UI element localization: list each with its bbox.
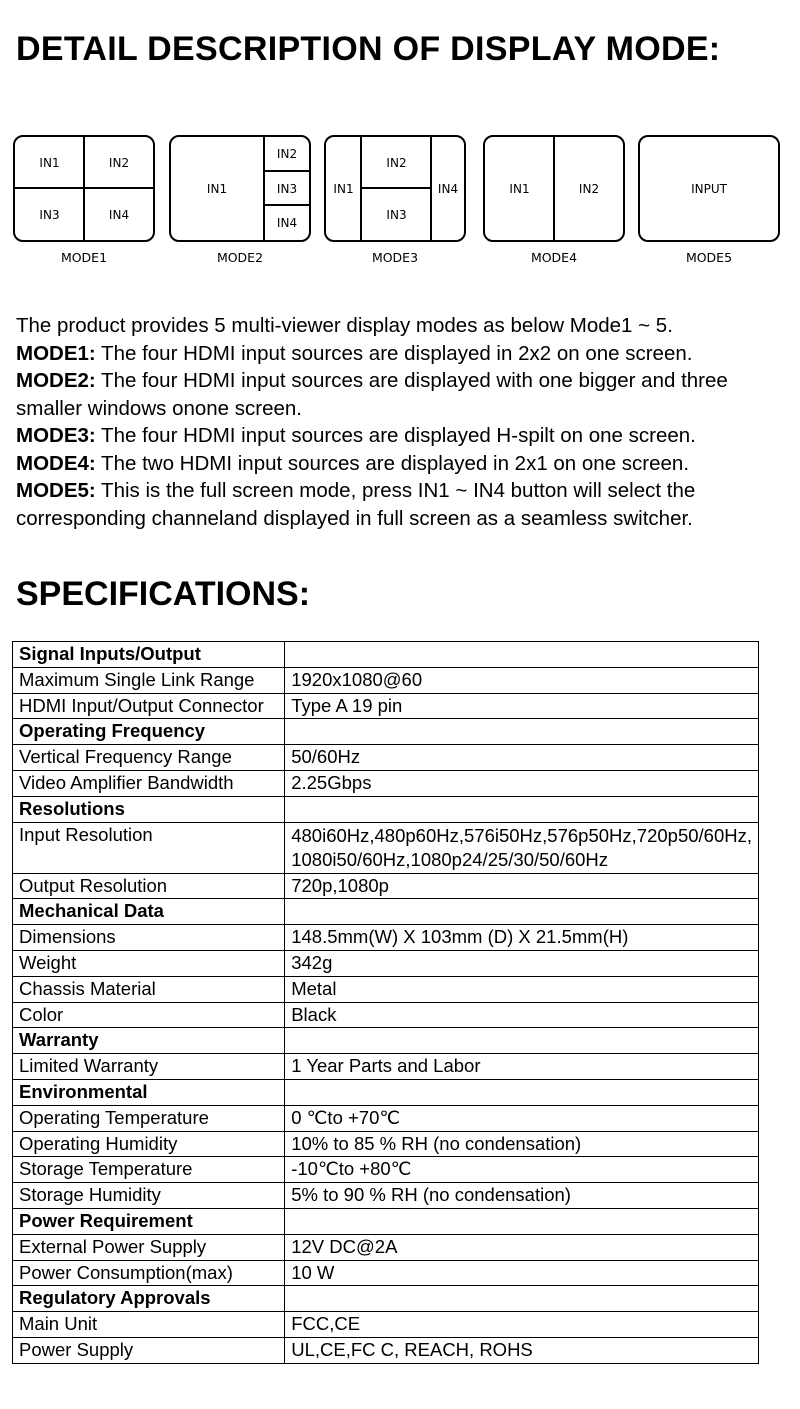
- specifications-title: SPECIFICATIONS:: [16, 575, 311, 613]
- spec-value: 10 W: [285, 1260, 759, 1286]
- spec-value: [285, 719, 759, 745]
- spec-label: Input Resolution: [13, 822, 285, 873]
- table-row: [13, 1312, 759, 1338]
- table-row: [13, 822, 759, 873]
- description-mode1: MODE1: The four HDMI input sources are displayed in 2x2 on one screen.: [16, 341, 693, 365]
- mode4-in2: IN2: [578, 181, 600, 196]
- spec-value: 12V DC@2A: [285, 1234, 759, 1260]
- spec-value: UL,CE,FC C, REACH, ROHS: [285, 1337, 759, 1363]
- description-mode4: MODE4: The two HDMI input sources are displayed in 2x1 on one screen.: [16, 451, 690, 475]
- spec-value: Type A 19 pin: [285, 693, 759, 719]
- spec-value: 480i60Hz,480p60Hz,576i50Hz,576p50Hz,720p50/60Hz, 1080i50/60Hz,1080p24/25/30/50/60Hz: [285, 822, 759, 873]
- spec-label: Regulatory Approvals: [13, 1286, 285, 1312]
- spec-label: Resolutions: [13, 796, 285, 822]
- spec-label: Operating Frequency: [13, 719, 285, 745]
- spec-label: Environmental: [13, 1079, 285, 1105]
- spec-label: Video Amplifier Bandwidth: [13, 770, 285, 796]
- spec-value: 720p,1080p: [285, 873, 759, 899]
- table-row: [13, 770, 759, 796]
- table-row: [13, 1105, 759, 1131]
- mode2-in1: IN1: [206, 181, 228, 196]
- description-mode3: MODE3: The four HDMI input sources are displayed H-spilt on one screen.: [16, 424, 696, 447]
- spec-value: Metal: [285, 976, 759, 1002]
- spec-label: Warranty: [13, 1028, 285, 1054]
- spec-label: Limited Warranty: [13, 1054, 285, 1080]
- mode2-in2: IN2: [276, 147, 298, 161]
- mode1-in2: IN2: [108, 155, 130, 170]
- spec-value: [285, 796, 759, 822]
- page-title: DETAIL DESCRIPTION OF DISPLAY MODE:: [16, 30, 721, 68]
- spec-value: 10% to 85 % RH (no condensation): [285, 1131, 759, 1157]
- specifications-table: [12, 641, 759, 1364]
- spec-value: 0 ℃to +70℃: [285, 1105, 759, 1131]
- spec-value: 342g: [285, 950, 759, 976]
- spec-label: Weight: [13, 950, 285, 976]
- mode3-in2: IN2: [386, 155, 407, 170]
- mode3-screen: [324, 135, 466, 242]
- table-row: [13, 950, 759, 976]
- table-section-row: [13, 1028, 759, 1054]
- spec-label: Chassis Material: [13, 976, 285, 1002]
- table-row: [13, 925, 759, 951]
- table-row: [13, 1183, 759, 1209]
- mode2-label: MODE2: [216, 250, 264, 265]
- description-intro: The product provides 5 multi-viewer display modes as below Mode1 ~ 5.: [16, 314, 673, 337]
- spec-label: Signal Inputs/Output: [13, 642, 285, 668]
- spec-value: -10℃to +80℃: [285, 1157, 759, 1183]
- description-mode5: MODE5: This is the full screen mode, press IN1 ~ IN4 button will select the corresponding channeland displayed in full screen as a seamless switcher.: [16, 479, 696, 530]
- mode1-label: MODE1: [60, 250, 108, 265]
- table-section-row: [13, 899, 759, 925]
- table-row: [13, 1157, 759, 1183]
- mode2-screen: [169, 135, 311, 242]
- mode-description: [16, 312, 791, 532]
- spec-value: 1 Year Parts and Labor: [285, 1054, 759, 1080]
- spec-label: Vertical Frequency Range: [13, 745, 285, 771]
- spec-label: Power Consumption(max): [13, 1260, 285, 1286]
- mode3-diagram: [324, 135, 466, 275]
- spec-label: Storage Temperature: [13, 1157, 285, 1183]
- spec-label: Power Supply: [13, 1337, 285, 1363]
- table-row: [13, 1131, 759, 1157]
- mode4-in1: IN1: [509, 181, 530, 196]
- spec-value: [285, 1079, 759, 1105]
- table-row: [13, 873, 759, 899]
- mode1-in1: IN1: [39, 155, 60, 170]
- mode3-in4: IN4: [437, 181, 459, 196]
- spec-value: [285, 1208, 759, 1234]
- mode1-diagram: [13, 135, 155, 275]
- table-row: [13, 745, 759, 771]
- spec-label: HDMI Input/Output Connector: [13, 693, 285, 719]
- table-row: [13, 1337, 759, 1363]
- table-row: [13, 667, 759, 693]
- mode3-in3: IN3: [386, 207, 407, 222]
- mode4-screen: [483, 135, 625, 242]
- spec-value: 1920x1080@60: [285, 667, 759, 693]
- spec-label: Output Resolution: [13, 873, 285, 899]
- spec-label: Mechanical Data: [13, 899, 285, 925]
- mode1-screen: [13, 135, 155, 242]
- mode2-in4: IN4: [276, 216, 298, 230]
- table-section-row: [13, 642, 759, 668]
- mode2-diagram: [169, 135, 311, 275]
- table-row: [13, 1234, 759, 1260]
- mode5-input: INPUT: [691, 181, 727, 196]
- mode3-label: MODE3: [371, 250, 419, 265]
- spec-label: Operating Temperature: [13, 1105, 285, 1131]
- spec-value: [285, 642, 759, 668]
- spec-label: Main Unit: [13, 1312, 285, 1338]
- table-row: [13, 1260, 759, 1286]
- display-modes-diagram: [13, 135, 783, 275]
- table-row: [13, 693, 759, 719]
- spec-value: [285, 1286, 759, 1312]
- table-section-row: [13, 1286, 759, 1312]
- spec-value: [285, 899, 759, 925]
- table-row: [13, 1002, 759, 1028]
- mode4-diagram: [483, 135, 625, 275]
- spec-value: 5% to 90 % RH (no condensation): [285, 1183, 759, 1209]
- spec-value: 148.5mm(W) X 103mm (D) X 21.5mm(H): [285, 925, 759, 951]
- spec-label: Power Requirement: [13, 1208, 285, 1234]
- mode3-in1: IN1: [333, 181, 354, 196]
- spec-value: 50/60Hz: [285, 745, 759, 771]
- table-section-row: [13, 1208, 759, 1234]
- description-mode2: MODE2: The four HDMI input sources are displayed with one bigger and three smaller windows onone screen.: [16, 369, 728, 420]
- table-section-row: [13, 719, 759, 745]
- table-section-row: [13, 796, 759, 822]
- mode5-label: MODE5: [685, 250, 733, 265]
- spec-label: Storage Humidity: [13, 1183, 285, 1209]
- table-section-row: [13, 1079, 759, 1105]
- spec-label: Dimensions: [13, 925, 285, 951]
- spec-label: Color: [13, 1002, 285, 1028]
- mode2-in3: IN3: [276, 181, 298, 196]
- spec-label: Maximum Single Link Range: [13, 667, 285, 693]
- spec-value: FCC,CE: [285, 1312, 759, 1338]
- spec-label: External Power Supply: [13, 1234, 285, 1260]
- mode4-label: MODE4: [530, 250, 578, 265]
- mode1-in4: IN4: [108, 207, 130, 222]
- mode1-in3: IN3: [39, 207, 60, 222]
- mode5-screen: [638, 135, 780, 242]
- mode5-diagram: [638, 135, 780, 275]
- table-row: [13, 976, 759, 1002]
- spec-value: 2.25Gbps: [285, 770, 759, 796]
- table-row: [13, 1054, 759, 1080]
- spec-value: [285, 1028, 759, 1054]
- spec-value: Black: [285, 1002, 759, 1028]
- spec-label: Operating Humidity: [13, 1131, 285, 1157]
